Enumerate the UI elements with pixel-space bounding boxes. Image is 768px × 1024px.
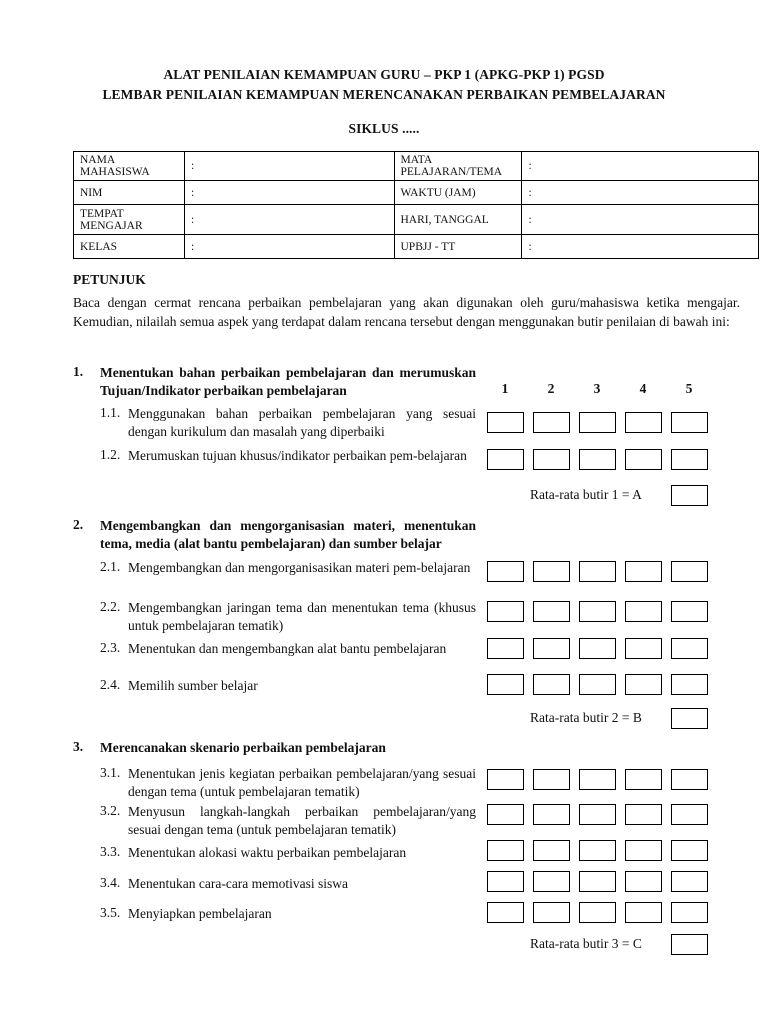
average-label-a: Rata-rata butir 1 = A: [530, 487, 642, 502]
rating-box[interactable]: [579, 804, 616, 825]
rating-box[interactable]: [533, 449, 570, 470]
rating-box[interactable]: [625, 804, 662, 825]
rating-box[interactable]: [579, 561, 616, 582]
rating-box[interactable]: [487, 674, 524, 695]
scale-header-5: 5: [685, 381, 693, 396]
rating-box[interactable]: [671, 561, 708, 582]
rating-box[interactable]: [625, 674, 662, 695]
rating-box[interactable]: [671, 638, 708, 659]
rating-box[interactable]: [671, 449, 708, 470]
item-text: Mengembangkan jaringan tema dan menentukan tema (khusus untuk pembelajaran tematik): [128, 600, 476, 633]
average-label-b: Rata-rata butir 2 = B: [530, 710, 642, 725]
scale-header-2: 2: [547, 381, 555, 396]
rating-box[interactable]: [579, 638, 616, 659]
rating-box[interactable]: [671, 902, 708, 923]
section-2-number: 2.: [73, 517, 84, 532]
item-number: 3.2.: [100, 803, 121, 818]
rating-box[interactable]: [625, 769, 662, 790]
item-text: Merumuskan tujuan khusus/indikator perbaikan pem-belajaran: [128, 448, 467, 463]
field-label: WAKTU (JAM): [394, 181, 522, 205]
identity-row: [74, 235, 759, 259]
scale-header-3: 3: [593, 381, 601, 396]
rating-box[interactable]: [671, 412, 708, 433]
field-value[interactable]: :: [184, 205, 394, 235]
identity-row: [74, 152, 759, 181]
rating-box[interactable]: [671, 674, 708, 695]
rating-box[interactable]: [487, 902, 524, 923]
rating-box[interactable]: [625, 840, 662, 861]
rating-box[interactable]: [579, 412, 616, 433]
rating-box[interactable]: [487, 804, 524, 825]
section-3-number: 3.: [73, 739, 84, 754]
item-number: 3.4.: [100, 875, 121, 890]
instructions-heading: PETUNJUK: [73, 272, 146, 287]
rating-box[interactable]: [625, 412, 662, 433]
rating-box[interactable]: [671, 840, 708, 861]
average-label-c: Rata-rata butir 3 = C: [530, 936, 642, 951]
rating-box[interactable]: [671, 601, 708, 622]
rating-box[interactable]: [579, 601, 616, 622]
rating-box[interactable]: [533, 561, 570, 582]
identity-table: [73, 151, 759, 259]
rating-box[interactable]: [671, 871, 708, 892]
rating-box[interactable]: [487, 871, 524, 892]
rating-box[interactable]: [579, 674, 616, 695]
item-text: Menentukan dan mengembangkan alat bantu pembelajaran: [128, 641, 447, 656]
rating-box[interactable]: [487, 449, 524, 470]
rating-box[interactable]: [533, 638, 570, 659]
field-label: MATA PELAJARAN/TEMA: [394, 152, 522, 181]
section-1-number: 1.: [73, 364, 84, 379]
form-subtitle: LEMBAR PENILAIAN KEMAMPUAN MERENCANAKAN PERBAIKAN PEMBELAJARAN: [102, 87, 666, 102]
item-text: Menyusun langkah-langkah perbaikan pembelajaran/yang sesuai dengan tema (untuk pembelajaran tematik): [128, 804, 476, 837]
field-value[interactable]: :: [522, 235, 759, 259]
rating-box[interactable]: [533, 674, 570, 695]
rating-box[interactable]: [625, 449, 662, 470]
rating-box[interactable]: [533, 769, 570, 790]
section-2-title: Mengembangkan dan mengorganisasian materi, menentukan tema, media (alat bantu pembelajaran) dan sumber belajar: [100, 518, 476, 551]
rating-box[interactable]: [625, 601, 662, 622]
rating-box[interactable]: [625, 871, 662, 892]
item-number: 2.4.: [100, 677, 121, 692]
item-number: 3.5.: [100, 905, 121, 920]
item-text: Menentukan alokasi waktu perbaikan pembelajaran: [128, 845, 407, 860]
cycle-label: SIKLUS .....: [348, 121, 420, 136]
rating-box[interactable]: [487, 412, 524, 433]
average-box-b[interactable]: [671, 708, 708, 729]
rating-box[interactable]: [671, 804, 708, 825]
rating-box[interactable]: [579, 871, 616, 892]
item-number: 2.3.: [100, 640, 121, 655]
field-value[interactable]: :: [522, 181, 759, 205]
rating-box[interactable]: [579, 449, 616, 470]
section-1-title: Menentukan bahan perbaikan pembelajaran dan merumuskan Tujuan/Indikator perbaikan pembelajaran: [100, 365, 476, 398]
rating-box[interactable]: [671, 769, 708, 790]
rating-box[interactable]: [533, 840, 570, 861]
field-value[interactable]: :: [184, 152, 394, 181]
scale-header-4: 4: [639, 381, 647, 396]
rating-box[interactable]: [533, 871, 570, 892]
instructions-text: Baca dengan cermat rencana perbaikan pembelajaran yang akan digunakan oleh guru/mahasiswa ketika mengajar. Kemudian, nilailah semua aspek yang terdapat dalam rencana tersebut dengan menggunakan butir penilaian di bawah ini:: [73, 295, 740, 329]
item-text: Menentukan jenis kegiatan perbaikan pembelajaran/yang sesuai dengan tema (untuk pembelajaran tematik): [128, 766, 476, 799]
item-number: 3.3.: [100, 844, 121, 859]
rating-box[interactable]: [487, 638, 524, 659]
rating-box[interactable]: [625, 561, 662, 582]
item-number: 2.2.: [100, 599, 121, 614]
field-label: UPBJJ - TT: [394, 235, 522, 259]
rating-box[interactable]: [487, 769, 524, 790]
section-3-title: Merencanakan skenario perbaikan pembelajaran: [100, 740, 386, 755]
rating-box[interactable]: [533, 601, 570, 622]
rating-box[interactable]: [533, 804, 570, 825]
form-title: ALAT PENILAIAN KEMAMPUAN GURU – PKP 1 (APKG-PKP 1) PGSD: [163, 67, 605, 82]
rating-box[interactable]: [533, 902, 570, 923]
rating-box[interactable]: [579, 840, 616, 861]
field-value[interactable]: :: [522, 152, 759, 181]
item-text: Mengembangkan dan mengorganisasikan materi pem-belajaran: [128, 560, 471, 575]
item-text: Memilih sumber belajar: [128, 678, 258, 693]
field-label: NAMA MAHASISWA: [74, 152, 185, 181]
average-box-c[interactable]: [671, 934, 708, 955]
field-value[interactable]: :: [522, 205, 759, 235]
field-label: HARI, TANGGAL: [394, 205, 522, 235]
field-label: KELAS: [74, 235, 185, 259]
rating-box[interactable]: [579, 769, 616, 790]
field-label: TEMPAT MENGAJAR: [74, 205, 185, 235]
identity-row: [74, 181, 759, 205]
scale-header-1: 1: [501, 381, 509, 396]
item-number: 2.1.: [100, 559, 121, 574]
field-value[interactable]: :: [184, 235, 394, 259]
identity-row: [74, 205, 759, 235]
item-text: Menyiapkan pembelajaran: [128, 906, 272, 921]
rating-box[interactable]: [625, 638, 662, 659]
item-text: Menggunakan bahan perbaikan pembelajaran yang sesuai dengan kurikulum dan masalah yang diperbaiki: [128, 406, 476, 439]
item-text: Menentukan cara-cara memotivasi siswa: [128, 876, 349, 891]
field-value[interactable]: :: [184, 181, 394, 205]
item-number: 3.1.: [100, 765, 121, 780]
rating-box[interactable]: [487, 601, 524, 622]
rating-box[interactable]: [579, 902, 616, 923]
item-number: 1.1.: [100, 405, 121, 420]
rating-box[interactable]: [487, 840, 524, 861]
field-label: NIM: [74, 181, 185, 205]
rating-box[interactable]: [625, 902, 662, 923]
average-box-a[interactable]: [671, 485, 708, 506]
item-number: 1.2.: [100, 447, 121, 462]
rating-box[interactable]: [533, 412, 570, 433]
rating-box[interactable]: [487, 561, 524, 582]
